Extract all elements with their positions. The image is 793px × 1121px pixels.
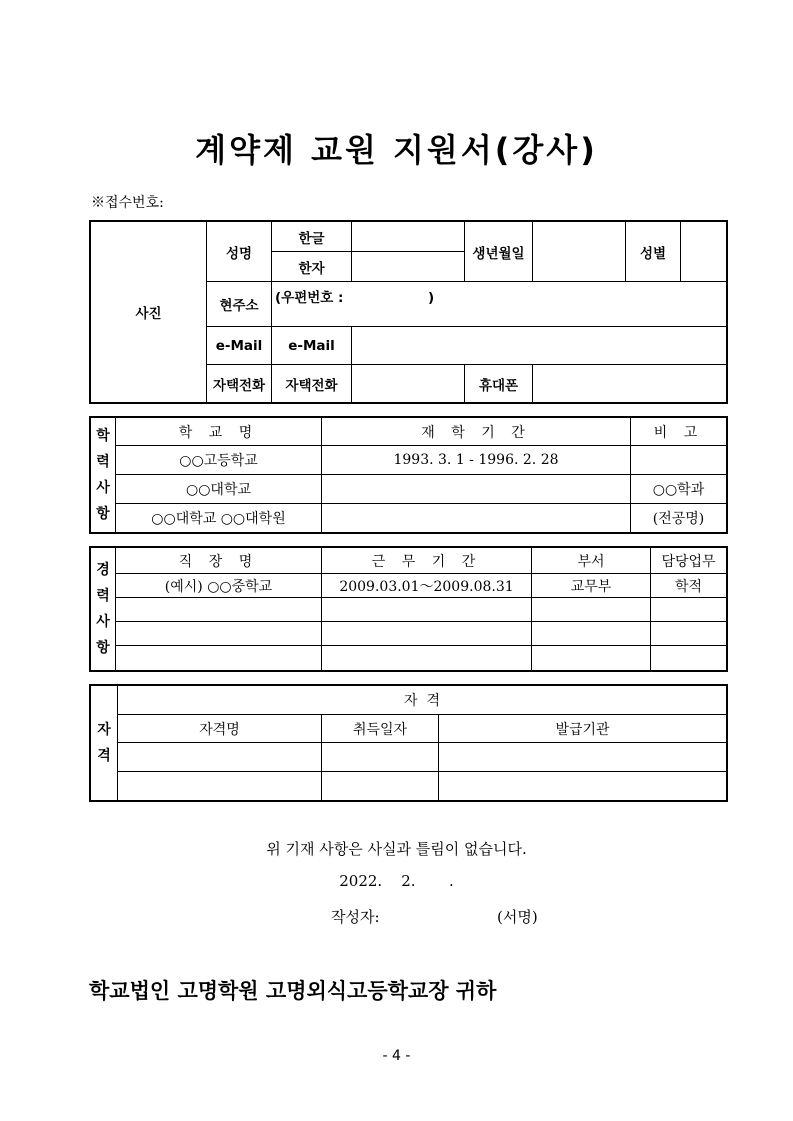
career-header-workplace: 직 장 명 — [116, 548, 322, 574]
name-label: 성명 — [207, 222, 272, 282]
table-cell[interactable]: ○○대학교 — [116, 475, 322, 504]
email-field[interactable] — [352, 327, 727, 365]
hanja-name-field[interactable] — [352, 252, 465, 282]
table-cell[interactable] — [322, 646, 532, 671]
table-cell[interactable]: ○○학과 — [631, 475, 727, 504]
receipt-number-label: ※접수번호: — [91, 195, 164, 211]
career-side-label: 경력사항 — [91, 548, 116, 671]
home-phone-field[interactable] — [352, 365, 465, 403]
table-cell[interactable] — [118, 743, 322, 772]
table-cell[interactable] — [439, 772, 727, 801]
signature-label[interactable]: (서명) — [497, 908, 538, 926]
table-cell[interactable] — [651, 622, 727, 646]
personal-info-table — [90, 221, 727, 403]
career-header-period: 근 무 기 간 — [322, 548, 532, 574]
table-cell[interactable] — [322, 772, 439, 801]
table-cell[interactable] — [118, 772, 322, 801]
mobile-field[interactable] — [533, 365, 727, 403]
table-cell[interactable]: ○○대학교 ○○대학원 — [116, 504, 322, 533]
table-cell[interactable] — [116, 598, 322, 622]
qualification-table — [90, 685, 727, 801]
table-cell[interactable]: 학적 — [651, 574, 727, 598]
table-cell[interactable] — [631, 446, 727, 475]
table-cell[interactable] — [322, 504, 631, 533]
address-label: 현주소 — [207, 282, 272, 327]
qualification-header-date: 취득일자 — [322, 715, 439, 743]
career-header-duty: 담당업무 — [651, 548, 727, 574]
table-cell[interactable] — [322, 598, 532, 622]
table-cell[interactable]: (예시) ○○중학교 — [116, 574, 322, 598]
table-cell[interactable] — [322, 743, 439, 772]
home-phone-label: 자택전화 — [207, 365, 272, 403]
qualification-title: 자 격 — [118, 686, 727, 715]
table-cell[interactable] — [322, 475, 631, 504]
table-cell[interactable] — [116, 622, 322, 646]
declaration-statement: 위 기재 사항은 사실과 틀림이 없습니다. — [266, 840, 527, 858]
birthdate-label: 생년월일 — [465, 222, 533, 282]
email-label-2: e-Mail — [272, 327, 352, 365]
hangul-name-field[interactable] — [352, 222, 465, 252]
table-cell[interactable]: (전공명) — [631, 504, 727, 533]
addressee: 학교법인 고명학원 고명외식고등학교장 귀하 — [89, 979, 497, 1003]
gender-label: 성별 — [626, 222, 681, 282]
email-label: e-Mail — [207, 327, 272, 365]
table-cell[interactable]: 1993. 3. 1 - 1996. 2. 28 — [322, 446, 631, 475]
qualification-header-name: 자격명 — [118, 715, 322, 743]
photo-cell: 사진 — [91, 222, 207, 403]
table-cell[interactable] — [532, 646, 651, 671]
table-cell[interactable] — [322, 622, 532, 646]
mobile-label: 휴대폰 — [465, 365, 533, 403]
education-header-period: 재 학 기 간 — [322, 418, 631, 446]
education-header-note: 비 고 — [631, 418, 727, 446]
career-table — [90, 547, 727, 671]
document-title: 계약제 교원 지원서(강사) — [195, 131, 598, 169]
hanja-label: 한자 — [272, 252, 352, 282]
page-number: - 4 - — [382, 1048, 411, 1064]
gender-field[interactable] — [681, 222, 727, 282]
address-field[interactable]: (우편번호 : ) — [272, 282, 727, 327]
education-header-school: 학 교 명 — [116, 418, 322, 446]
declaration-date: 2022. 2. . — [339, 872, 454, 890]
hangul-label: 한글 — [272, 222, 352, 252]
table-cell[interactable] — [439, 743, 727, 772]
career-header-dept: 부서 — [532, 548, 651, 574]
table-cell[interactable] — [532, 598, 651, 622]
table-cell[interactable] — [651, 646, 727, 671]
table-cell[interactable]: 교무부 — [532, 574, 651, 598]
table-cell[interactable] — [651, 598, 727, 622]
qualification-header-issuer: 발급기관 — [439, 715, 727, 743]
table-cell[interactable]: 2009.03.01～2009.08.31 — [322, 574, 532, 598]
table-cell[interactable] — [532, 622, 651, 646]
home-phone-label-2: 자택전화 — [272, 365, 352, 403]
education-table — [90, 417, 727, 533]
education-side-label: 학력사항 — [91, 418, 116, 533]
table-cell[interactable] — [116, 646, 322, 671]
table-cell[interactable]: ○○고등학교 — [116, 446, 322, 475]
qualification-side-label: 자격 — [91, 686, 118, 801]
writer-label: 작성자: — [331, 908, 380, 926]
birthdate-field[interactable] — [533, 222, 626, 282]
